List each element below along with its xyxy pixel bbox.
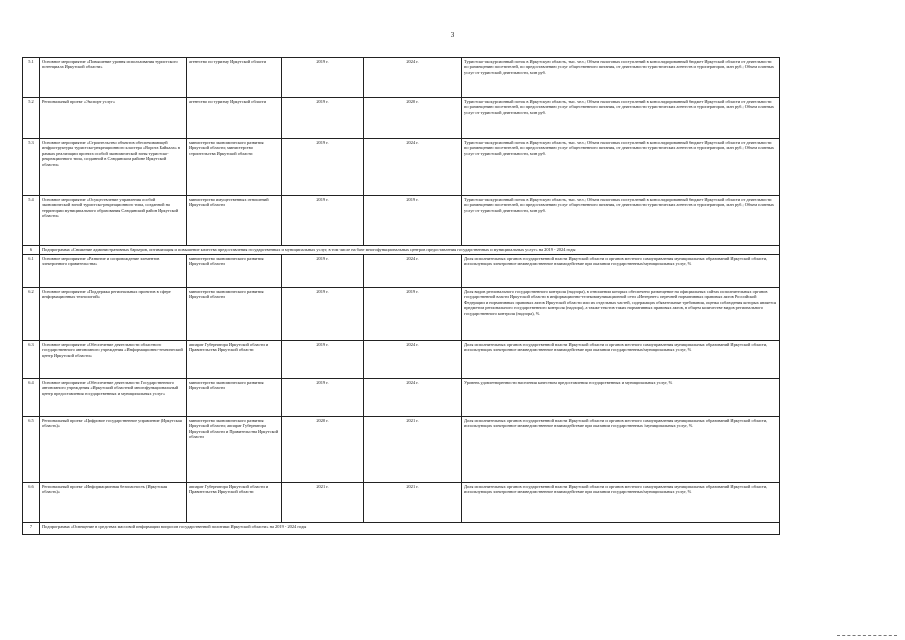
table-row	[23, 58, 780, 98]
indicators-cell: Туристско-экскурсионный поток в Иркутскую область, тыс. чел.; Объем налоговых поступлений в консолидированный бюджет Иркутской области от деятельности по размещению посетителей, по предоставлению услуг общественного питания, от деятельности туристических агентств и туроператоров, млн руб.; Объем платных услуг от туристской деятельности, млн руб.	[462, 98, 780, 139]
table-row	[23, 341, 780, 379]
row-number-cell: 6.1	[23, 255, 40, 288]
executor-cell: министерство имущественных отношений Иркутской области	[187, 196, 282, 246]
event-name-cell: Основное мероприятие «Развитие и сопровождение элементов электронного правительства»	[40, 255, 187, 288]
start-year-cell: 2019 г.	[282, 341, 364, 379]
indicators-cell: Доля видов регионального государственного контроля (надзора), в отношении которых обеспечено размещение на официальных сайтах исполнительных органов государственной власти Иркутской области в информационно-телекоммуникационной сети «Интернет» перечней нормативных правовых актов Российской Федерации и нормативных правовых актов Иркутской области или их отдельных частей, содержащих обязательные требования, оценка соблюдения которых является предметом регионального государственного контроля (надзора), а также текстов таких нормативных правовых актов, в общем количестве видов регионального государственного контроля (надзора), %	[462, 288, 780, 341]
end-year-cell: 2019 г.	[364, 196, 462, 246]
row-number-cell: 5.1	[23, 58, 40, 98]
executor-cell: министерство экономического развития Иркутской области	[187, 288, 282, 341]
table-row	[23, 98, 780, 139]
end-year-cell: 2024 г.	[364, 255, 462, 288]
event-name-cell: Основное мероприятие «Повышение уровня использования туристского потенциала Иркутской области»	[40, 58, 187, 98]
event-name-cell: Основное мероприятие «Поддержка региональных проектов в сфере информационных технологий»	[40, 288, 187, 341]
indicators-cell: Уровень удовлетворенности населения качеством предоставления государственных и муниципальных услуг, %	[462, 379, 780, 417]
row-number-cell: 6.2	[23, 288, 40, 341]
start-year-cell: 2019 г.	[282, 379, 364, 417]
end-year-cell: 2024 г.	[364, 58, 462, 98]
indicators-cell: Доля исполнительных органов государственной власти Иркутской области и органов местного самоуправления муниципальных образований Иркутской области, использующих электронное межведомственное взаимодействие при оказании государственных/муниципальных услуг, %	[462, 341, 780, 379]
end-year-cell: 2024 г.	[364, 341, 462, 379]
row-number-cell: 6.5	[23, 417, 40, 483]
end-year-cell: 2019 г.	[364, 288, 462, 341]
event-name-cell: Основное мероприятие «Осуществление управления особой экономической зоной туристско-рекреационного типа, созданной на территории муниципального образования Слюдянский район Иркутской области»	[40, 196, 187, 246]
executor-cell: аппарат Губернатора Иркутской области и Правительства Иркутской области	[187, 341, 282, 379]
start-year-cell: 2019 г.	[282, 196, 364, 246]
executor-cell: министерство экономического развития Иркутской области; министерство строительства Иркутской области	[187, 139, 282, 196]
table-row	[23, 417, 780, 483]
end-year-cell: 2024 г.	[364, 139, 462, 196]
end-year-cell: 2024 г.	[364, 379, 462, 417]
row-number-cell: 6.6	[23, 483, 40, 523]
indicators-cell: Доля исполнительных органов государственной власти Иркутской области и органов местного самоуправления муниципальных образований Иркутской области, использующих электронное межведомственное взаимодействие при оказании государственных/муниципальных услуг, %	[462, 255, 780, 288]
indicators-cell: Доля исполнительных органов государственной власти Иркутской области и органов местного самоуправления муниципальных образований Иркутской области, использующих электронное межведомственное взаимодействие при оказании государственных /муниципальных услуг, %	[462, 417, 780, 483]
subprogram-title-cell: Подпрограмма «Освещение в средствах массовой информации вопросов государственной политики Иркутской области» на 2019 - 2024 годы	[40, 523, 780, 535]
table-row	[23, 379, 780, 417]
table-row	[23, 288, 780, 341]
start-year-cell: 2019 г.	[282, 58, 364, 98]
start-year-cell: 2019 г.	[282, 255, 364, 288]
event-name-cell: Основное мероприятие «Обеспечение деятельности Государственного автономного учреждения «Иркутский областной многофункциональный центр предоставления государственных и муниципальных услуг»	[40, 379, 187, 417]
row-number-cell: 5.4	[23, 196, 40, 246]
start-year-cell: 2019 г.	[282, 98, 364, 139]
event-name-cell: Региональный проект «Цифровое государственное управление (Иркутская область)»	[40, 417, 187, 483]
event-name-cell: Региональный проект «Экспорт услуг»	[40, 98, 187, 139]
row-number-cell: 6	[23, 246, 40, 255]
end-year-cell: 2021 г.	[364, 483, 462, 523]
program-events-table	[22, 57, 780, 535]
executor-cell: аппарат Губернатора Иркутской области и Правительства Иркутской области	[187, 483, 282, 523]
executor-cell: министерство экономического развития Иркутской области	[187, 379, 282, 417]
table-row	[23, 139, 780, 196]
subprogram-row	[23, 246, 780, 255]
row-number-cell: 6.4	[23, 379, 40, 417]
indicators-cell: Туристско-экскурсионный поток в Иркутскую область, тыс. чел.; Объем налоговых поступлений в консолидированный бюджет Иркутской области от деятельности по размещению посетителей, по предоставлению услуг общественного питания, от деятельности туристических агентств и туроператоров, млн руб.; Объем платных услуг от туристской деятельности, млн руб.	[462, 196, 780, 246]
row-number-cell: 5.3	[23, 139, 40, 196]
row-number-cell: 5.2	[23, 98, 40, 139]
indicators-cell: Туристско-экскурсионный поток в Иркутскую область, тыс. чел.; Объем налоговых поступлений в консолидированный бюджет Иркутской области от деятельности по размещению посетителей, по предоставлению услуг общественного питания, от деятельности туристических агентств и туроператоров, млн руб.; Объем платных услуг от туристской деятельности, млн руб.	[462, 139, 780, 196]
start-year-cell: 2019 г.	[282, 288, 364, 341]
start-year-cell: 2020 г.	[282, 417, 364, 483]
end-year-cell: 2020 г.	[364, 98, 462, 139]
row-number-cell: 7	[23, 523, 40, 535]
executor-cell: министерство экономического развития Иркутской области; аппарат Губернатора Иркутской области и Правительства Иркутской области	[187, 417, 282, 483]
event-name-cell: Основное мероприятие «Строительство объектов обеспечивающей инфраструктуры туристско-рекреационного кластера «Ворота Байкала» в рамках реализации проекта особой экономической зоны туристско-рекреационного типа, созданной в Слюдянском районе Иркутской области»	[40, 139, 187, 196]
executor-cell: агентство по туризму Иркутской области	[187, 58, 282, 98]
event-name-cell: Основное мероприятие «Обеспечение деятельности областного государственного автономного учреждения «Информационно-технический центр Иркутской области»	[40, 341, 187, 379]
executor-cell: агентство по туризму Иркутской области	[187, 98, 282, 139]
table-row	[23, 196, 780, 246]
subprogram-title-cell: Подпрограмма «Снижение административных барьеров, оптимизация и повышение качества предоставления государственных и муниципальных услуг, в том числе на базе многофункциональных центров предоставления государственных и муниципальных услуг» на 2019 - 2024 годы	[40, 246, 780, 255]
subprogram-row	[23, 523, 780, 535]
start-year-cell: 2021 г.	[282, 483, 364, 523]
row-number-cell: 6.3	[23, 341, 40, 379]
table-row	[23, 255, 780, 288]
end-year-cell: 2021 г.	[364, 417, 462, 483]
event-name-cell: Региональный проект «Информационная безопасность (Иркутская область)»	[40, 483, 187, 523]
indicators-cell: Туристско-экскурсионный поток в Иркутскую область, тыс. чел.; Объем налоговых поступлений в консолидированный бюджет Иркутской области от деятельности по размещению посетителей, по предоставлению услуг общественного питания, от деятельности туристических агентств и туроператоров, млн руб.; Объем платных услуг от туристской деятельности, млн руб.	[462, 58, 780, 98]
start-year-cell: 2019 г.	[282, 139, 364, 196]
scan-edge-mark	[837, 635, 897, 637]
page-number: 3	[450, 31, 455, 39]
table-row	[23, 483, 780, 523]
indicators-cell: Доля исполнительных органов государственной власти Иркутской области и органов местного самоуправления муниципальных образований Иркутской области, использующих электронное межведомственное взаимодействие при оказании государственных/муниципальных услуг, %	[462, 483, 780, 523]
executor-cell: министерство экономического развития Иркутской области	[187, 255, 282, 288]
